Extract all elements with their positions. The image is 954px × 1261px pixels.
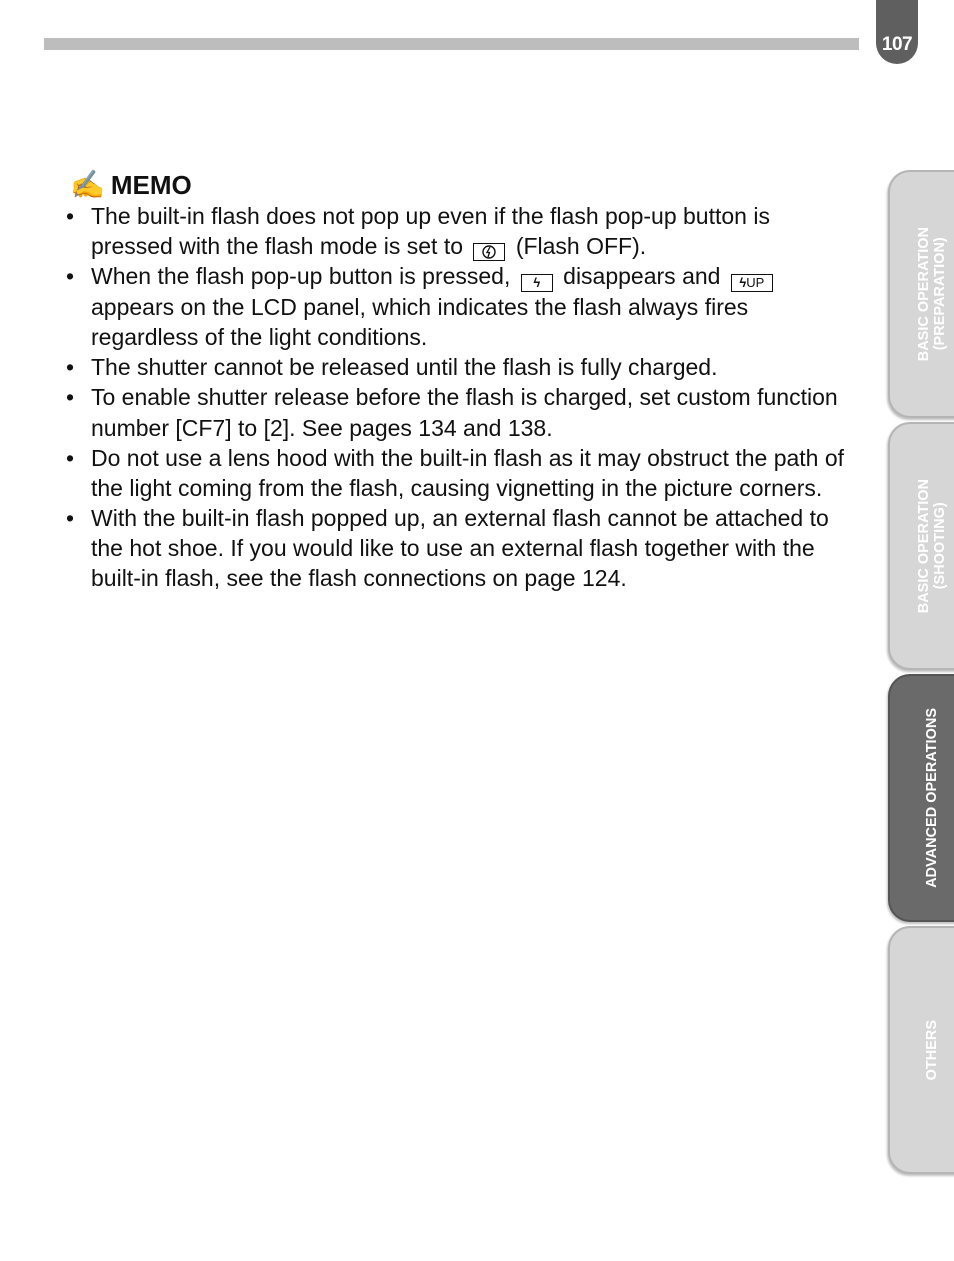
item-text: disappears and (563, 263, 721, 290)
list-item (66, 382, 858, 442)
flash-symbol-icon: ϟ (521, 274, 553, 292)
item-text: With the built-in flash popped up, an external flash cannot be attached to the hot shoe. If you would like to use an external flash together with the built-in flash, see the flash connections on page 124. (91, 504, 829, 592)
item-text: When the flash pop-up button is pressed, (91, 263, 511, 290)
page-number-tab (876, 0, 918, 64)
item-text: The built-in flash does not pop up even if the flash pop-up button is pressed with the flash mode is set to (91, 203, 770, 260)
tab-label: OTHERS (924, 1019, 940, 1081)
tab-label: BASIC OPERATION (SHOOTING) (916, 478, 948, 614)
list-item (66, 201, 858, 261)
bullet-marker: • (66, 354, 75, 381)
bullet-marker: • (66, 444, 75, 471)
list-item (66, 443, 858, 503)
flash-off-symbol-icon (473, 243, 505, 261)
item-text: The shutter cannot be released until the flash is fully charged. (91, 354, 718, 381)
bullet-marker: • (66, 384, 75, 411)
tab-others[interactable] (888, 926, 954, 1174)
bullet-marker: • (66, 203, 75, 229)
pencil-writing-icon: ✍ (70, 169, 105, 200)
header-rule (44, 38, 859, 50)
tab-label: BASIC OPERATION (PREPARATION) (916, 226, 948, 362)
item-text: To enable shutter release before the flash is charged, set custom function number [CF7] to [2]. See pages 134 and 138. (91, 384, 838, 441)
list-item (66, 352, 858, 382)
memo-heading (70, 168, 192, 202)
item-text: (Flash OFF). (515, 233, 647, 260)
item-text: Do not use a lens hood with the built-in flash as it may obstruct the path of the light coming from the flash, causing vignetting in the picture corners. (91, 444, 845, 501)
bullet-marker: • (66, 263, 75, 290)
tab-basic-operation-preparation[interactable] (888, 170, 954, 418)
tab-advanced-operations[interactable] (888, 674, 954, 922)
bullet-marker: • (66, 504, 75, 531)
item-text: appears on the LCD panel, which indicates the flash always fires regardless of the light conditions. (91, 294, 749, 351)
flash-up-label: UP (746, 275, 765, 291)
flash-up-symbol-icon: ϟUP (731, 274, 773, 292)
tab-label: ADVANCED OPERATIONS (924, 708, 940, 888)
list-item (66, 261, 858, 352)
memo-title: MEMO (110, 169, 192, 200)
memo-bullet-list (66, 201, 858, 593)
page-number: 107 (881, 34, 913, 55)
list-item (66, 503, 858, 593)
tab-basic-operation-shooting[interactable] (888, 422, 954, 670)
